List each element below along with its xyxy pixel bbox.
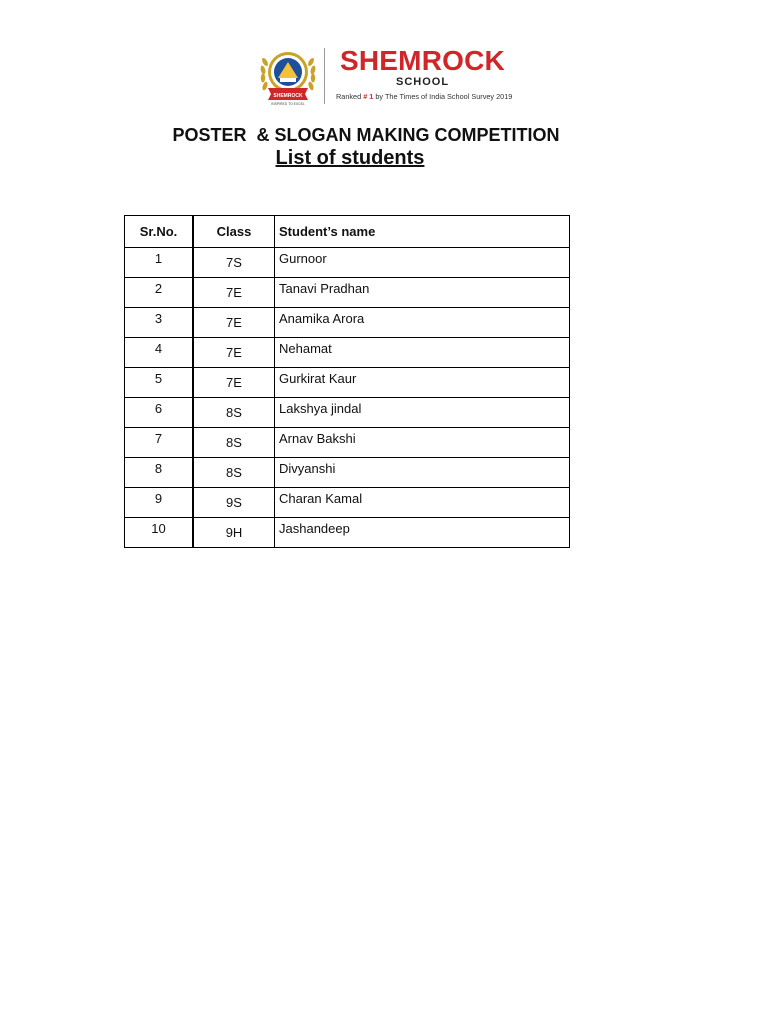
sr-no-cell: 4 [125, 338, 194, 368]
students-table [124, 215, 570, 548]
table-row [125, 458, 570, 488]
brand-subtitle: SCHOOL [396, 76, 450, 88]
table-row [125, 428, 570, 458]
table-header-row [125, 216, 570, 248]
crest-name: SHEMROCK [273, 93, 303, 99]
brand-ranking [336, 92, 512, 101]
rank-prefix: Ranked [336, 92, 364, 101]
brand-block [336, 44, 512, 106]
column-header-sr-no: Sr.No. [125, 216, 194, 248]
sr-no-cell: 10 [125, 518, 194, 548]
school-logo [256, 44, 512, 106]
student-name-cell: Arnav Bakshi [275, 428, 570, 458]
table-row [125, 368, 570, 398]
student-name-cell: Lakshya jindal [275, 398, 570, 428]
student-name-cell: Tanavi Pradhan [275, 278, 570, 308]
table-row [125, 338, 570, 368]
class-cell: 7E [193, 368, 275, 398]
table-row [125, 278, 570, 308]
table-row [125, 308, 570, 338]
student-name-cell: Jashandeep [275, 518, 570, 548]
student-name-cell: Nehamat [275, 338, 570, 368]
table-row [125, 398, 570, 428]
school-crest-icon [256, 44, 320, 106]
crest-motto: INSPIRED TO EXCEL [271, 102, 305, 106]
page-title: POSTER & SLOGAN MAKING COMPETITION [172, 125, 560, 145]
table-row [125, 248, 570, 278]
table-row [125, 518, 570, 548]
sr-no-cell: 7 [125, 428, 194, 458]
sr-no-cell: 1 [125, 248, 194, 278]
student-name-cell: Gurkirat Kaur [275, 368, 570, 398]
student-name-cell: Anamika Arora [275, 308, 570, 338]
sr-no-cell: 9 [125, 488, 194, 518]
class-cell: 8S [193, 458, 275, 488]
table-row [125, 488, 570, 518]
class-cell: 7E [193, 308, 275, 338]
class-cell: 9H [193, 518, 275, 548]
student-name-cell: Gurnoor [275, 248, 570, 278]
class-cell: 7E [193, 278, 275, 308]
brand-name: SHEMROCK [340, 45, 505, 76]
sr-no-cell: 8 [125, 458, 194, 488]
sr-no-cell: 3 [125, 308, 194, 338]
logo-divider [324, 48, 325, 104]
sr-no-cell: 6 [125, 398, 194, 428]
class-cell: 7E [193, 338, 275, 368]
class-cell: 8S [193, 398, 275, 428]
column-header-class: Class [193, 216, 275, 248]
rank-number: # 1 [363, 92, 374, 101]
page-subtitle: List of students [275, 147, 425, 169]
student-name-cell: Charan Kamal [275, 488, 570, 518]
sr-no-cell: 2 [125, 278, 194, 308]
class-cell: 7S [193, 248, 275, 278]
student-name-cell: Divyanshi [275, 458, 570, 488]
sr-no-cell: 5 [125, 368, 194, 398]
column-header-student-name: Student’s name [275, 216, 570, 248]
class-cell: 9S [193, 488, 275, 518]
rank-suffix: by The Times of India School Survey 2019 [373, 92, 513, 101]
class-cell: 8S [193, 428, 275, 458]
